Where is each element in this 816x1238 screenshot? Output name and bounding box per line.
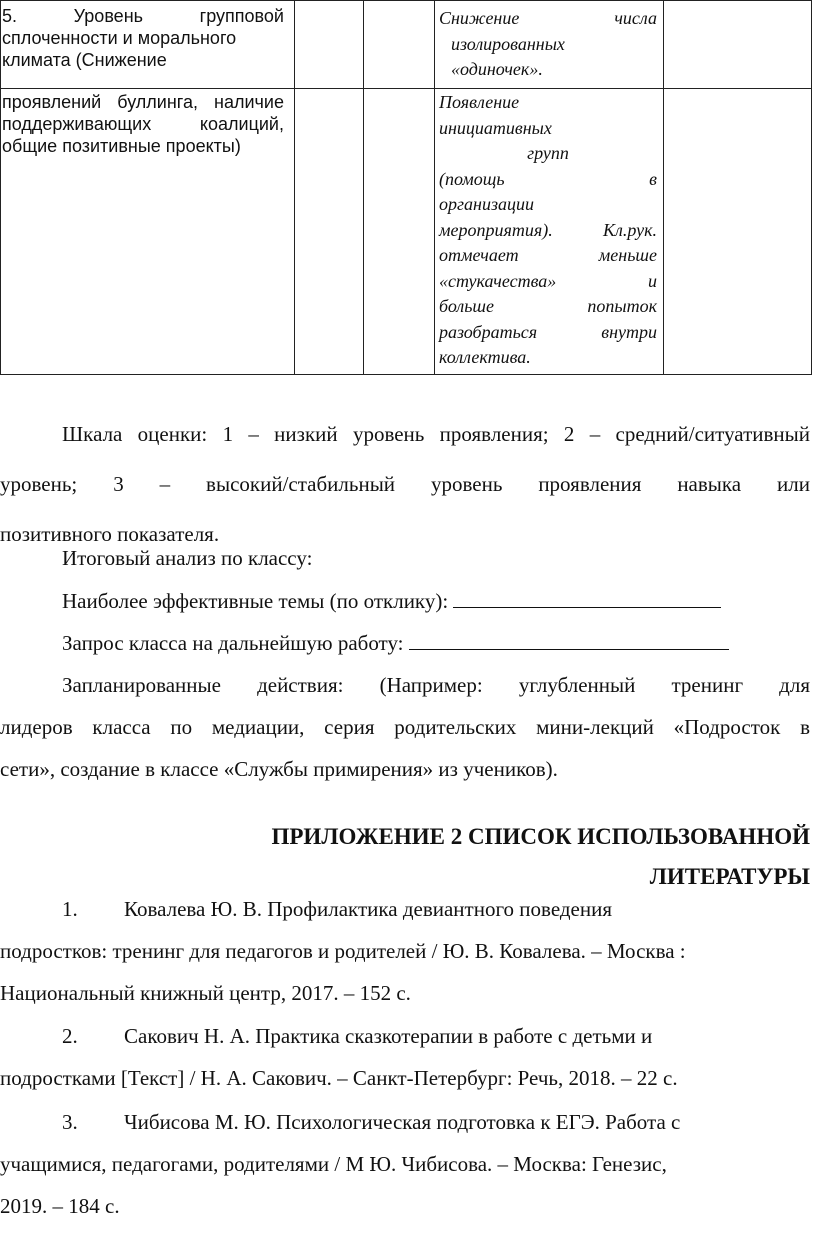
final-analysis-label: Итоговый анализ по классу: (62, 546, 313, 570)
note-cont-line: групп (527, 143, 569, 163)
table-col-line (363, 0, 364, 375)
criterion-cont-line-3: общие позитивные проекты) (2, 136, 241, 156)
note-line-2: изолированных (451, 33, 565, 54)
note-cont-line: организации (439, 194, 534, 214)
scale-line-2: уровень; 3 – высокий/стабильный уровень проявления навыка или (0, 472, 810, 496)
table-cell-note (439, 6, 657, 83)
table-row-divider (0, 88, 812, 89)
reference-text: Национальный книжный центр, 2017. – 152 с. (0, 981, 411, 1005)
criterion-line-3: климата (Снижение (2, 50, 167, 70)
note-cont-line: инициативных (439, 117, 552, 138)
reference-text: Ковалева Ю. В. Профилактика девиантного поведения (124, 897, 613, 921)
scale-line-1: Шкала оценки: 1 – низкий уровень проявления; 2 – средний/ситуативный (62, 422, 810, 446)
reference-item-3 (0, 1101, 810, 1227)
note-cont-line: мероприятия). Кл.рук. (439, 219, 657, 240)
table-col-line (811, 0, 812, 375)
note-cont-line: коллектива. (439, 347, 531, 367)
criterion-line-2: сплоченности и морального (2, 28, 237, 48)
scale-line-3: позитивного показателя. (0, 522, 220, 546)
reference-text: Чибисова М. Ю. Психологическая подготовка к ЕГЭ. Работа с (124, 1110, 681, 1134)
table-col-line (0, 0, 1, 375)
reference-number: 1. (62, 897, 78, 921)
note-cont-line: «стукачества» и (439, 270, 657, 291)
note-cont-line: (помощь в (439, 168, 657, 189)
appendix-heading-line-2: ЛИТЕРАТУРЫ (649, 864, 810, 889)
table-col-line (663, 0, 664, 375)
planned-line-2: лидеров класса по медиации, серия родительских мини-лекций «Подросток в (0, 715, 810, 739)
reference-text: 2019. – 184 с. (0, 1194, 120, 1218)
criterion-cont-line-2: поддерживающих коалиций, (2, 114, 284, 134)
reference-text: учащимися, педагогами, родителями / М Ю. Чибисова. – Москва: Генезис, (0, 1152, 667, 1176)
reference-1-first-line (0, 888, 810, 930)
note-line-1: Снижение числа (439, 8, 657, 28)
reference-2-first-line (0, 1015, 810, 1057)
table-cell-note-cont (439, 90, 657, 371)
table-cell-criterion (2, 5, 284, 71)
note-cont-line: отмечает меньше (439, 245, 657, 265)
reference-number: 3. (62, 1110, 78, 1134)
scale-paragraph (0, 413, 810, 555)
reference-3-first-line (0, 1101, 810, 1143)
table-border-bottom (0, 374, 812, 375)
reference-item-1 (0, 888, 810, 1014)
table-col-line (294, 0, 295, 375)
class-request-label: Запрос класса на дальнейшую работу: (62, 631, 404, 655)
appendix-heading (100, 821, 810, 893)
planned-line-1: Запланированные действия: (Например: углубленный тренинг для (62, 673, 810, 697)
reference-text: подростками [Текст] / Н. А. Сакович. – Санкт-Петербург: Речь, 2018. – 22 с. (0, 1066, 678, 1090)
effective-topics-row (62, 580, 721, 622)
table-col-line (434, 0, 435, 375)
effective-topics-blank[interactable] (453, 587, 721, 608)
reference-text: подростков: тренинг для педагогов и родителей / Ю. В. Ковалева. – Москва : (0, 939, 686, 963)
class-request-blank[interactable] (409, 629, 729, 650)
table-border-top (0, 0, 812, 1)
planned-actions-paragraph (0, 664, 810, 790)
planned-line-3: сети», создание в классе «Службы примирения» из учеников). (0, 757, 558, 781)
criterion-cont-line-1: проявлений буллинга, наличие (2, 92, 284, 112)
note-cont-line: Появление (439, 92, 520, 112)
class-request-row (62, 622, 729, 664)
note-line-3: «одиночек». (451, 59, 543, 79)
reference-item-2 (0, 1015, 810, 1099)
reference-text: Сакович Н. А. Практика сказкотерапии в работе с детьми и (124, 1024, 653, 1048)
criterion-line-1: 5. Уровень групповой (2, 6, 284, 26)
effective-topics-label: Наиболее эффективные темы (по отклику): (62, 589, 449, 613)
note-cont-line: разобраться внутри (439, 321, 657, 342)
note-cont-line: больше попыток (439, 296, 657, 316)
reference-number: 2. (62, 1024, 78, 1048)
table-cell-criterion-cont (2, 91, 284, 157)
appendix-heading-line-1: ПРИЛОЖЕНИЕ 2 СПИСОК ИСПОЛЬЗОВАННОЙ (271, 824, 810, 849)
